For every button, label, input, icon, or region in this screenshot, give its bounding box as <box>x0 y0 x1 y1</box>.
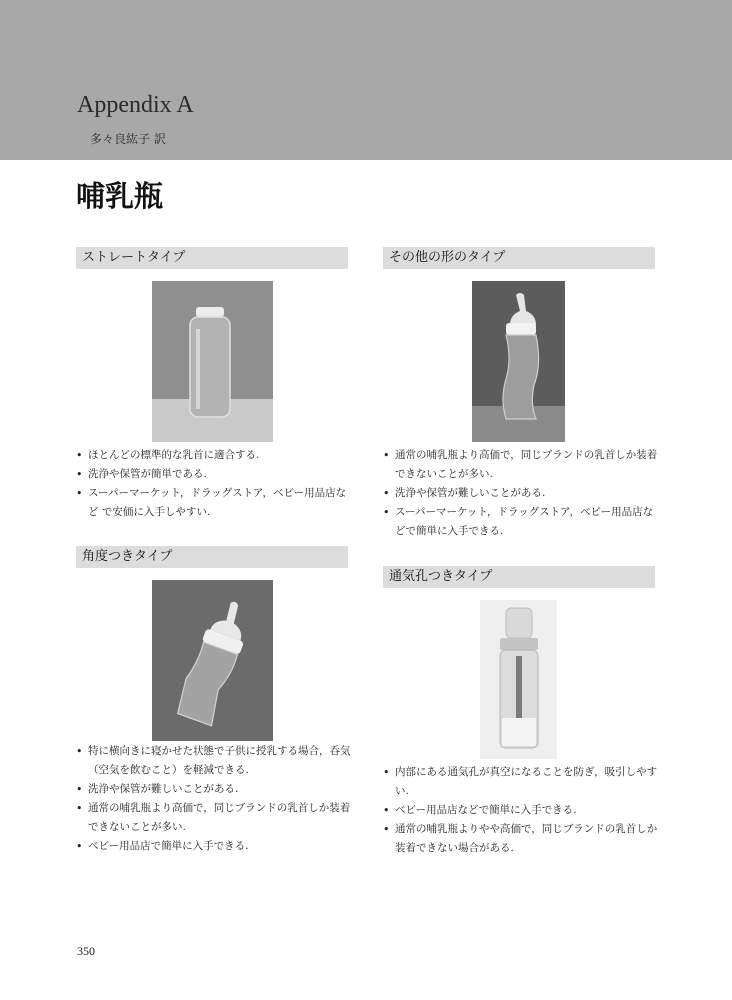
page-number: 350 <box>77 944 95 958</box>
list-item: • 洗浄や保管が簡単である. <box>76 465 352 484</box>
translator-credit: 多々良紘子 訳 <box>90 132 166 146</box>
list-item: • 特に横向きに寝かせた状態で子供に授乳する場合，呑気（空気を飲むこと）を軽減できる. <box>76 742 352 780</box>
angled-bullets <box>76 742 352 856</box>
list-item: • ベビー用品店などで簡単に入手できる. <box>383 801 659 820</box>
other-shape-bullets <box>383 446 659 541</box>
list-item: • 通常の哺乳瓶より高価で，同じブランドの乳首しか装着できないことが多い. <box>76 799 352 837</box>
vented-bottle-photo <box>480 600 557 759</box>
straight-bottle-photo <box>152 281 273 442</box>
appendix-title: Appendix A <box>77 92 194 118</box>
list-item: • 洗浄や保管が難しいことがある. <box>383 484 659 503</box>
list-item: • 通常の哺乳瓶よりやや高価で，同じブランドの乳首しか装着できない場合がある. <box>383 820 659 858</box>
other-shape-bottle-photo <box>472 281 565 442</box>
list-item: • 洗浄や保管が難しいことがある. <box>76 780 352 799</box>
section-heading-angled: 角度つきタイプ <box>76 546 348 568</box>
list-item: • ベビー用品店で簡単に入手できる. <box>76 837 352 856</box>
list-item: • スーパーマーケット，ドラッグストア，ベビー用品店などで簡単に入手できる. <box>383 503 659 541</box>
chapter-title: 哺乳瓶 <box>76 179 164 213</box>
list-item: • スーパーマーケット，ドラッグストア，ベビー用品店など で安価に入手しやすい. <box>76 484 352 522</box>
vented-bullets <box>383 763 659 858</box>
list-item: • 通常の哺乳瓶より高価で，同じブランドの乳首しか装着できないことが多い. <box>383 446 659 484</box>
section-heading-straight: ストレートタイプ <box>76 247 348 269</box>
angled-bottle-photo <box>152 580 273 741</box>
section-heading-vented: 通気孔つきタイプ <box>383 566 655 588</box>
list-item: • 内部にある通気孔が真空になることを防ぎ，吸引しやすい. <box>383 763 659 801</box>
list-item: • ほとんどの標準的な乳首に適合する. <box>76 446 352 465</box>
straight-bullets <box>76 446 352 522</box>
section-heading-other-shape: その他の形のタイプ <box>383 247 655 269</box>
